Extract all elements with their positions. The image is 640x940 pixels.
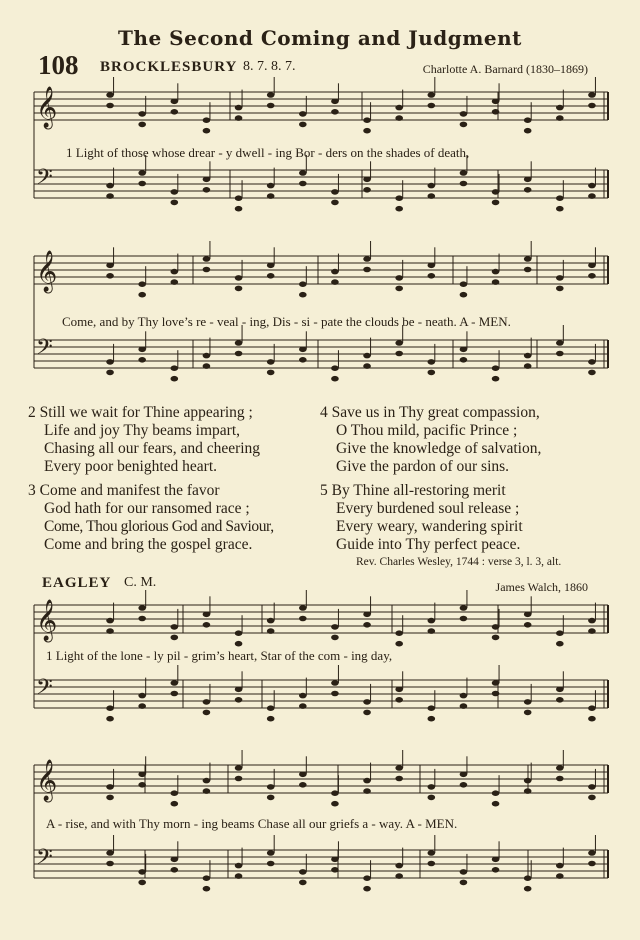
note-head [203,778,211,784]
note-head [331,790,339,796]
note-head [588,370,596,376]
note-head [395,105,403,111]
note-head [171,635,179,641]
note-head [492,790,500,796]
note-head [267,705,275,711]
note-head [331,189,339,195]
note-head [203,710,211,716]
note-head [299,616,307,622]
note-head [524,128,532,134]
note-head [235,776,243,782]
note-head [395,697,403,703]
note-head [363,363,371,369]
note-head [203,353,211,359]
note-head [524,622,532,628]
note-head [331,680,339,686]
verse-line: God hath for our ransomed race ; [44,500,250,517]
note-head [460,703,468,709]
note-head [492,365,500,371]
note-head [363,267,371,273]
note-head [395,286,403,292]
note-head [588,103,596,109]
verse-line: Guide into Thy perfect peace. [336,536,521,553]
hymn1-meter: 8. 7. 8. 7. [243,59,296,74]
note-head [428,103,436,109]
note-head [363,187,371,193]
note-head [106,263,114,269]
note-head [460,693,468,699]
note-head [524,363,532,369]
note-head [556,765,564,771]
note-head [428,359,436,365]
note-head [331,109,339,115]
note-head [460,772,468,778]
note-head [524,699,532,705]
note-head [588,263,596,269]
note-head [299,772,307,778]
note-head [428,183,436,189]
note-head [138,111,146,117]
note-head [363,256,371,262]
note-head [171,376,179,382]
treble-clef: 𝄞 [36,251,58,292]
note-head [138,605,146,611]
note-head [106,705,114,711]
hymn-number: 108 [38,50,79,80]
note-head [138,772,146,778]
note-head [363,117,371,123]
note-head [524,886,532,892]
note-head [203,699,211,705]
note-head [299,782,307,788]
note-head [363,886,371,892]
note-head [331,279,339,285]
note-head [106,92,114,98]
note-head [492,376,500,382]
note-head [331,365,339,371]
note-head [267,273,275,279]
note-head [492,635,500,641]
note-head [235,286,243,292]
note-head [524,778,532,784]
verse-line: 3 Come and manifest the favor [28,482,220,499]
note-head [588,92,596,98]
note-head [588,273,596,279]
note-head [556,873,564,879]
note-head [395,863,403,869]
note-head [460,869,468,875]
note-head [395,776,403,782]
note-head [235,863,243,869]
note-head [331,99,339,105]
hymn2-lyric-line1: 1 Light of the lone - ly pil - grim’s heart, Star of the com - ing day, [46,648,393,663]
section-title: The Second Coming and Judgment [118,26,522,50]
note-head [395,115,403,121]
note-head [428,618,436,624]
note-head [363,788,371,794]
note-head [138,616,146,622]
note-head [492,109,500,115]
note-head [299,347,307,353]
note-head [492,624,500,630]
note-head [524,177,532,183]
note-head [267,193,275,199]
note-head [556,206,564,212]
note-head [267,103,275,109]
note-head [138,357,146,363]
note-head [460,181,468,187]
verse-line: Every poor benighted heart. [44,458,218,475]
note-head [299,869,307,875]
hymn2-lyric-line2: A - rise, and with Thy morn - ing beams Chase all our griefs a - way. A - MEN. [46,816,458,831]
note-head [395,765,403,771]
verse-3 [28,482,274,554]
note-head [106,795,114,801]
note-head [235,630,243,636]
note-head [267,183,275,189]
note-head [331,269,339,275]
note-head [331,867,339,873]
note-head [460,122,468,128]
note-head [331,857,339,863]
note-head [428,370,436,376]
verse-line: 4 Save us in Thy great compassion, [320,404,540,421]
note-head [363,778,371,784]
note-head [267,716,275,722]
note-head [556,697,564,703]
verse-line: Every weary, wandering spirit [336,518,523,535]
note-head [395,687,403,693]
bass-clef: 𝄢 [36,165,53,195]
note-head [171,624,179,630]
note-head [363,875,371,881]
note-head [492,99,500,105]
verse-line: Come and bring the gospel grace. [44,536,253,553]
note-head [138,170,146,176]
note-head [556,286,564,292]
note-head [171,200,179,206]
note-head [138,693,146,699]
note-head [299,703,307,709]
note-head [203,117,211,123]
note-head [363,612,371,618]
verse-line: Give the knowledge of salvation, [336,440,542,457]
note-head [203,177,211,183]
hymn1-lyric-line2: Come, and by Thy love’s re - veal - ing, Dis - si - pate the clouds be - neath. A - MEN. [62,314,511,329]
note-head [363,177,371,183]
note-head [203,622,211,628]
note-head [363,622,371,628]
note-head [171,801,179,807]
note-head [460,880,468,886]
note-head [171,680,179,686]
note-head [203,612,211,618]
note-head [395,630,403,636]
note-head [524,612,532,618]
note-head [235,275,243,281]
note-head [235,697,243,703]
bass-clef: 𝄢 [36,675,53,705]
note-head [428,784,436,790]
note-head [138,281,146,287]
note-head [106,103,114,109]
note-head [106,370,114,376]
verse-line: O Thou mild, pacific Prince ; [336,422,518,439]
note-head [171,109,179,115]
note-head [106,273,114,279]
note-head [492,857,500,863]
note-head [556,275,564,281]
note-head [588,183,596,189]
note-head [138,880,146,886]
note-head [331,624,339,630]
note-head [556,863,564,869]
note-head [492,801,500,807]
note-head [203,256,211,262]
note-head [363,353,371,359]
note-head [203,875,211,881]
bass-clef: 𝄢 [36,335,53,365]
note-head [428,795,436,801]
note-head [299,170,307,176]
verse-line: Every burdened soul release ; [336,500,520,517]
note-head [171,867,179,873]
note-head [524,710,532,716]
note-head [492,269,500,275]
note-head [106,183,114,189]
note-head [299,605,307,611]
note-head [235,105,243,111]
hymn1-attribution: Rev. Charles Wesley, 1744 : verse 3, l. 3, alt. [356,556,562,568]
note-head [106,716,114,722]
note-head [138,292,146,298]
note-head [299,281,307,287]
note-head [556,105,564,111]
note-head [428,850,436,856]
verse-line: Chasing all our fears, and cheering [44,440,261,457]
note-head [428,861,436,867]
note-head [106,193,114,199]
treble-clef: 𝄞 [36,760,58,801]
note-head [235,351,243,357]
note-head [171,857,179,863]
bass-clef: 𝄢 [36,845,53,875]
note-head [203,267,211,273]
note-head [138,122,146,128]
note-head [363,128,371,134]
hymn2-tune-name: EAGLEY [42,575,112,591]
note-head [428,716,436,722]
note-head [460,605,468,611]
verse-5 [320,482,523,554]
note-head [138,347,146,353]
note-head [203,788,211,794]
note-head [395,275,403,281]
note-head [588,716,596,722]
note-head [299,111,307,117]
note-head [299,292,307,298]
note-head [203,363,211,369]
note-head [267,359,275,365]
note-head [138,782,146,788]
note-head [395,641,403,647]
verse-line: Life and joy Thy beams impart, [44,422,240,439]
note-head [235,195,243,201]
note-head [460,347,468,353]
verse-4 [320,404,541,476]
note-head [556,630,564,636]
note-head [171,365,179,371]
verse-line: 5 By Thine all-restoring merit [320,482,506,499]
note-head [106,359,114,365]
note-head [588,359,596,365]
note-head [299,880,307,886]
note-head [138,181,146,187]
note-head [331,801,339,807]
note-head [588,784,596,790]
note-head [395,351,403,357]
note-head [556,687,564,693]
note-head [267,263,275,269]
note-head [556,641,564,647]
hymn1-lyric-line1: 1 Light of those whose drear - y dwell - ing Bor - ders on the shades of death, [66,145,470,160]
verse-line: Come, Thou glorious God and Saviour, [44,518,274,535]
note-head [267,784,275,790]
note-head [299,181,307,187]
verse-line: 2 Still we wait for Thine appearing ; [28,404,253,421]
note-head [428,263,436,269]
note-head [106,850,114,856]
hymn1-composer: Charlotte A. Barnard (1830–1869) [422,62,588,76]
hymn1-tune-name: BROCKLESBURY [100,59,238,75]
note-head [267,618,275,624]
note-head [267,92,275,98]
note-head [235,765,243,771]
note-head [524,187,532,193]
note-head [299,357,307,363]
note-head [138,703,146,709]
note-head [203,128,211,134]
note-head [138,869,146,875]
note-head [235,687,243,693]
note-head [235,641,243,647]
note-head [395,195,403,201]
note-head [492,867,500,873]
note-head [171,790,179,796]
note-head [588,861,596,867]
note-head [171,691,179,697]
note-head [267,628,275,634]
note-head [106,618,114,624]
note-head [556,115,564,121]
treble-clef: 𝄞 [36,600,58,641]
note-head [395,206,403,212]
note-head [267,861,275,867]
verse-line: Give the pardon of our sins. [336,458,510,475]
note-head [171,279,179,285]
note-head [492,189,500,195]
note-head [588,795,596,801]
note-head [588,628,596,634]
note-head [299,122,307,128]
note-head [171,189,179,195]
note-head [460,616,468,622]
note-head [460,292,468,298]
note-head [524,267,532,273]
note-head [460,281,468,287]
note-head [524,788,532,794]
note-head [524,353,532,359]
note-head [331,691,339,697]
note-head [395,873,403,879]
note-head [171,99,179,105]
note-head [331,635,339,641]
note-head [588,850,596,856]
note-head [524,875,532,881]
note-head [492,200,500,206]
note-head [460,170,468,176]
note-head [556,340,564,346]
note-head [460,782,468,788]
note-head [524,256,532,262]
note-head [492,279,500,285]
hymn2-composer: James Walch, 1860 [495,580,588,594]
note-head [171,269,179,275]
note-head [106,628,114,634]
note-head [588,193,596,199]
note-head [106,861,114,867]
note-head [492,691,500,697]
hymn2-meter: C. M. [124,575,157,590]
note-head [556,195,564,201]
note-head [428,92,436,98]
note-head [428,193,436,199]
note-head [524,117,532,123]
note-head [106,784,114,790]
note-head [460,357,468,363]
note-head [203,886,211,892]
note-head [331,376,339,382]
note-head [428,273,436,279]
note-head [267,370,275,376]
note-head [588,705,596,711]
note-head [492,680,500,686]
note-head [235,206,243,212]
note-head [299,693,307,699]
note-head [556,776,564,782]
note-head [428,628,436,634]
note-head [267,850,275,856]
treble-clef: 𝄞 [36,87,58,128]
note-head [235,340,243,346]
note-head [556,351,564,357]
note-head [363,710,371,716]
note-head [395,340,403,346]
note-head [331,200,339,206]
note-head [235,873,243,879]
note-head [588,618,596,624]
verse-2 [28,404,260,476]
note-head [267,795,275,801]
note-head [203,187,211,193]
note-head [428,705,436,711]
note-head [235,115,243,121]
note-head [460,111,468,117]
note-head [363,699,371,705]
